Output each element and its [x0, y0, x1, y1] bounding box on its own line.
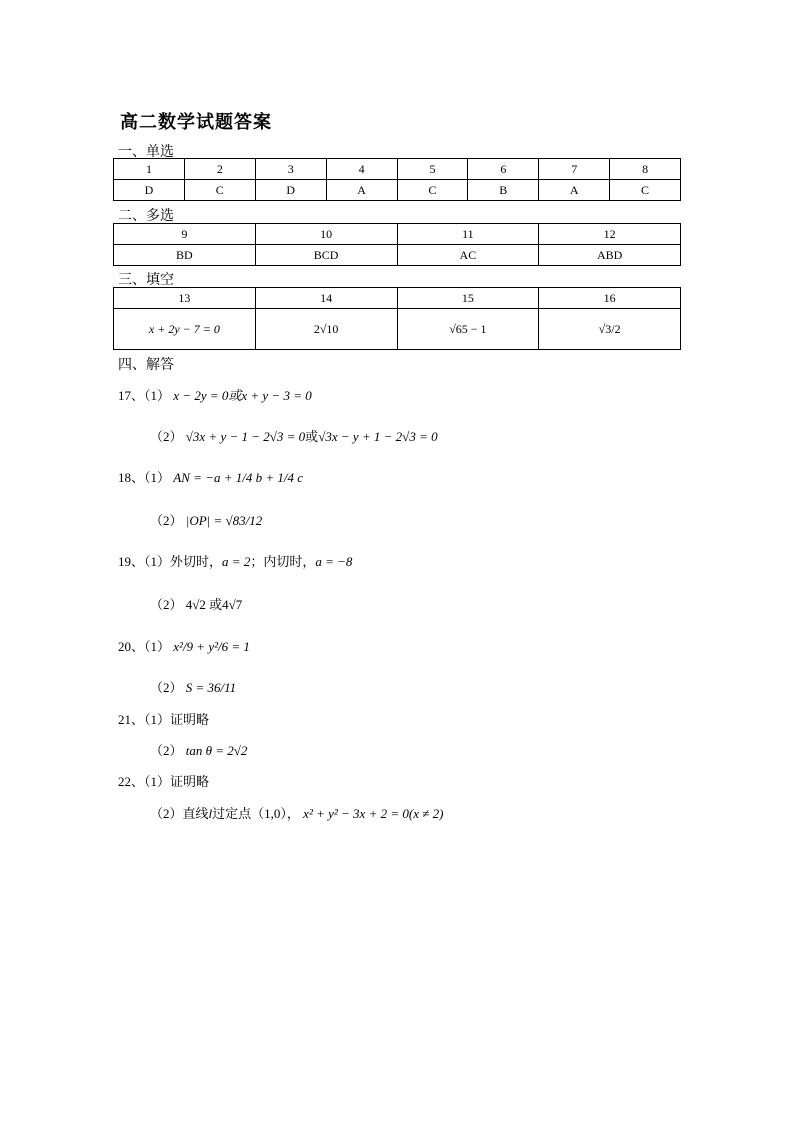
q18-p2-answer: |OP| = √83/12	[185, 513, 263, 528]
q22-part1	[118, 771, 209, 790]
answer-14	[255, 309, 397, 350]
table-cell: A	[539, 180, 610, 201]
q18-part2	[150, 510, 262, 529]
q21-p2-tag: （2）	[150, 743, 183, 758]
table-row	[114, 245, 681, 266]
fill-blank-table	[113, 287, 681, 350]
table-cell: 3	[255, 159, 326, 180]
q20-label: 20、	[118, 639, 145, 654]
table-cell: 7	[539, 159, 610, 180]
q22-p2-line-symbol: l	[208, 806, 213, 821]
q22-p1-answer: 证明略	[170, 774, 210, 789]
q19-part2	[150, 594, 242, 613]
q18-p1-tag: （1）	[144, 470, 171, 485]
q19-p1-tag: （1）	[144, 554, 171, 569]
q22-part2	[150, 803, 443, 822]
q21-p1-tag: （1）	[144, 712, 171, 727]
table-cell: BD	[114, 245, 256, 266]
answer-15-text: √65 − 1	[449, 321, 487, 336]
q22-p2-fixed-point: 过定点（1,0），	[212, 806, 300, 821]
q22-p2-equation: x² + y² − 3x + 2 = 0(x ≠ 2)	[303, 806, 444, 821]
section-fill-blank: 三、填空	[118, 272, 174, 288]
table-cell: 6	[468, 159, 539, 180]
table-cell: 1	[114, 159, 185, 180]
answer-13: x + 2y − 7 = 0	[114, 309, 256, 350]
section-multi-choice: 二、多选	[118, 208, 174, 224]
table-cell: 9	[114, 224, 256, 245]
table-cell: 16	[539, 288, 681, 309]
table-cell: 8	[610, 159, 681, 180]
table-cell: 11	[397, 224, 539, 245]
multi-choice-table	[113, 223, 681, 266]
q17-part1	[118, 385, 312, 404]
q19-p1-internal: ；内切时，	[250, 554, 316, 569]
table-cell: 10	[255, 224, 397, 245]
table-cell: 12	[539, 224, 681, 245]
q21-p2-answer: tan θ = 2√2	[185, 743, 248, 758]
table-cell: 15	[397, 288, 539, 309]
q22-p2-tag: （2）	[150, 806, 183, 821]
q18-label: 18、	[118, 470, 145, 485]
table-cell: 2	[184, 159, 255, 180]
q18-p2-tag: （2）	[150, 513, 183, 528]
table-cell: ABD	[539, 245, 681, 266]
q20-p2-tag: （2）	[150, 680, 183, 695]
q19-p2-tag: （2）	[150, 597, 183, 612]
table-cell: 5	[397, 159, 468, 180]
table-row	[114, 288, 681, 309]
table-row	[114, 180, 681, 201]
table-cell: C	[397, 180, 468, 201]
table-cell: AC	[397, 245, 539, 266]
q20-part2	[150, 677, 236, 696]
q18-p1-answer: AN = −a + 1/4 b + 1/4 c	[173, 470, 303, 485]
q21-label: 21、	[118, 712, 145, 727]
q20-p1-answer: x²/9 + y²/6 = 1	[173, 639, 250, 654]
q17-p2b-answer: √3x − y + 1 − 2√3 = 0	[318, 429, 438, 444]
table-cell: 13	[114, 288, 256, 309]
table-cell: 4	[326, 159, 397, 180]
q19-p1-internal-value: a = −8	[315, 554, 353, 569]
table-cell: B	[468, 180, 539, 201]
q20-part1	[118, 636, 250, 655]
q17-p1-answer: x − 2y = 0或x + y − 3 = 0	[173, 388, 312, 403]
section-solutions: 四、解答	[118, 357, 174, 373]
section-single-choice: 一、单选	[118, 144, 174, 160]
q17-label: 17、	[118, 388, 145, 403]
answer-16	[539, 309, 681, 350]
q21-part2	[150, 740, 247, 759]
q17-p1-tag: （1）	[144, 388, 171, 403]
table-row	[114, 224, 681, 245]
q20-p1-tag: （1）	[144, 639, 171, 654]
table-cell: D	[255, 180, 326, 201]
table-cell: A	[326, 180, 397, 201]
q17-part2	[150, 426, 438, 445]
q17-p2-tag: （2）	[150, 429, 183, 444]
q22-label: 22、	[118, 774, 145, 789]
q19-p1-external: 外切时，	[170, 554, 223, 569]
answer-14-text: 2√10	[313, 321, 339, 336]
table-row	[114, 309, 681, 350]
q19-p2-answer: 4√2 或4√7	[185, 597, 243, 612]
q19-label: 19、	[118, 554, 145, 569]
table-cell: C	[184, 180, 255, 201]
answer-16-text: √3/2	[598, 321, 621, 336]
single-choice-table	[113, 158, 681, 201]
table-row	[114, 159, 681, 180]
table-cell: D	[114, 180, 185, 201]
q18-part1	[118, 467, 303, 486]
q17-or: 或	[305, 429, 319, 444]
q21-p1-answer: 证明略	[170, 712, 210, 727]
q22-p1-tag: （1）	[144, 774, 171, 789]
q22-p2-line-text: 直线	[182, 806, 209, 821]
q17-p2a-answer: √3x + y − 1 − 2√3 = 0	[185, 429, 306, 444]
q19-part1	[118, 551, 352, 570]
q19-p1-external-value: a = 2	[222, 554, 251, 569]
table-cell: C	[610, 180, 681, 201]
table-cell: BCD	[255, 245, 397, 266]
q20-p2-answer: S = 36/11	[185, 680, 237, 695]
q21-part1	[118, 709, 209, 728]
page-title: 高二数学试题答案	[120, 112, 272, 133]
answer-15	[397, 309, 539, 350]
table-cell: 14	[255, 288, 397, 309]
